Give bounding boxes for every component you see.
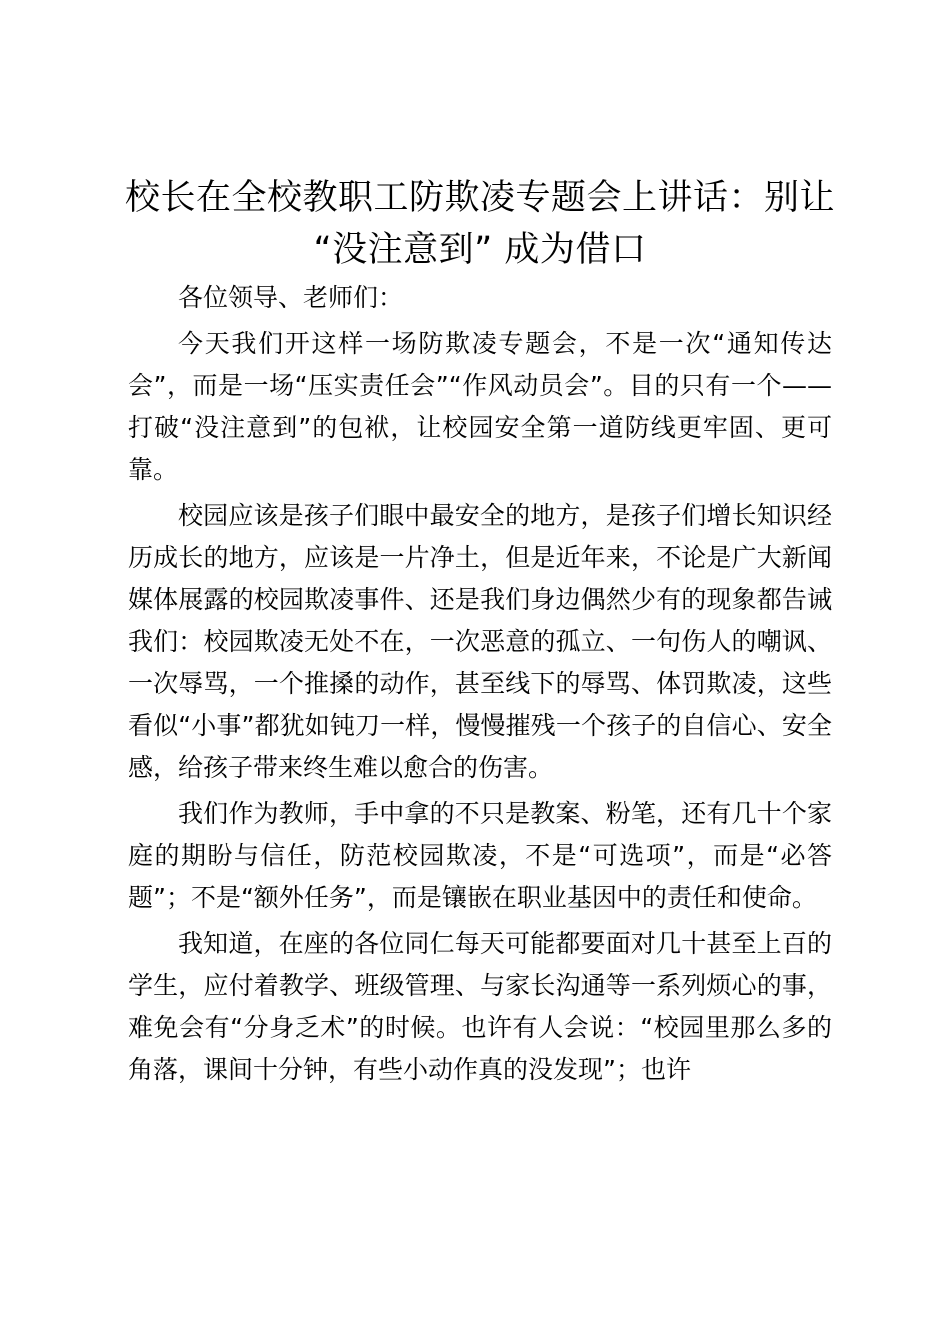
- paragraph-4: 我知道，在座的各位同仁每天可能都要面对几十甚至上百的学生，应付着教学、班级管理、与家长沟通等一系列烦心的事，难免会有“分身乏术”的时候。也许有人会说：“校园里那么多的角落，课间十分钟，有些小动作真的没发现”；也许: [128, 929, 832, 1084]
- title-line-2: “没注意到” 成为借口: [313, 230, 647, 270]
- salutation: 各位领导、老师们：: [178, 283, 404, 312]
- paragraph-3: 我们作为教师，手中拿的不只是教案、粉笔，还有几十个家庭的期盼与信任，防范校园欺凌，不是“可选项”，而是“必答题”；不是“额外任务”，而是镶嵌在职业基因中的责任和使命。: [128, 799, 832, 912]
- document-title: [110, 172, 850, 276]
- paragraph-1: 今天我们开这样一场防欺凌专题会，不是一次“通知传达会”，而是一场“压实责任会”“作风动员会”。目的只有一个——打破“没注意到”的包袱，让校园安全第一道防线更牢固、更可靠。: [128, 329, 832, 484]
- paragraph-2: 校园应该是孩子们眼中最安全的地方，是孩子们增长知识经历成长的地方，应该是一片净土，但是近年来，不论是广大新闻媒体展露的校园欺凌事件、还是我们身边偶然少有的现象都告诫我们：校园欺凌无处不在，一次恶意的孤立、一句伤人的嘲讽、一次辱骂，一个推搡的动作，甚至线下的辱骂、体罚欺凌，这些看似“小事”都犹如钝刀一样，慢慢摧残一个孩子的自信心、安全感，给孩子带来终生难以愈合的伤害。: [128, 501, 832, 782]
- title-line-1: 校长在全校教职工防欺凌专题会上讲话：别让: [124, 178, 835, 218]
- document-body: [128, 277, 832, 1095]
